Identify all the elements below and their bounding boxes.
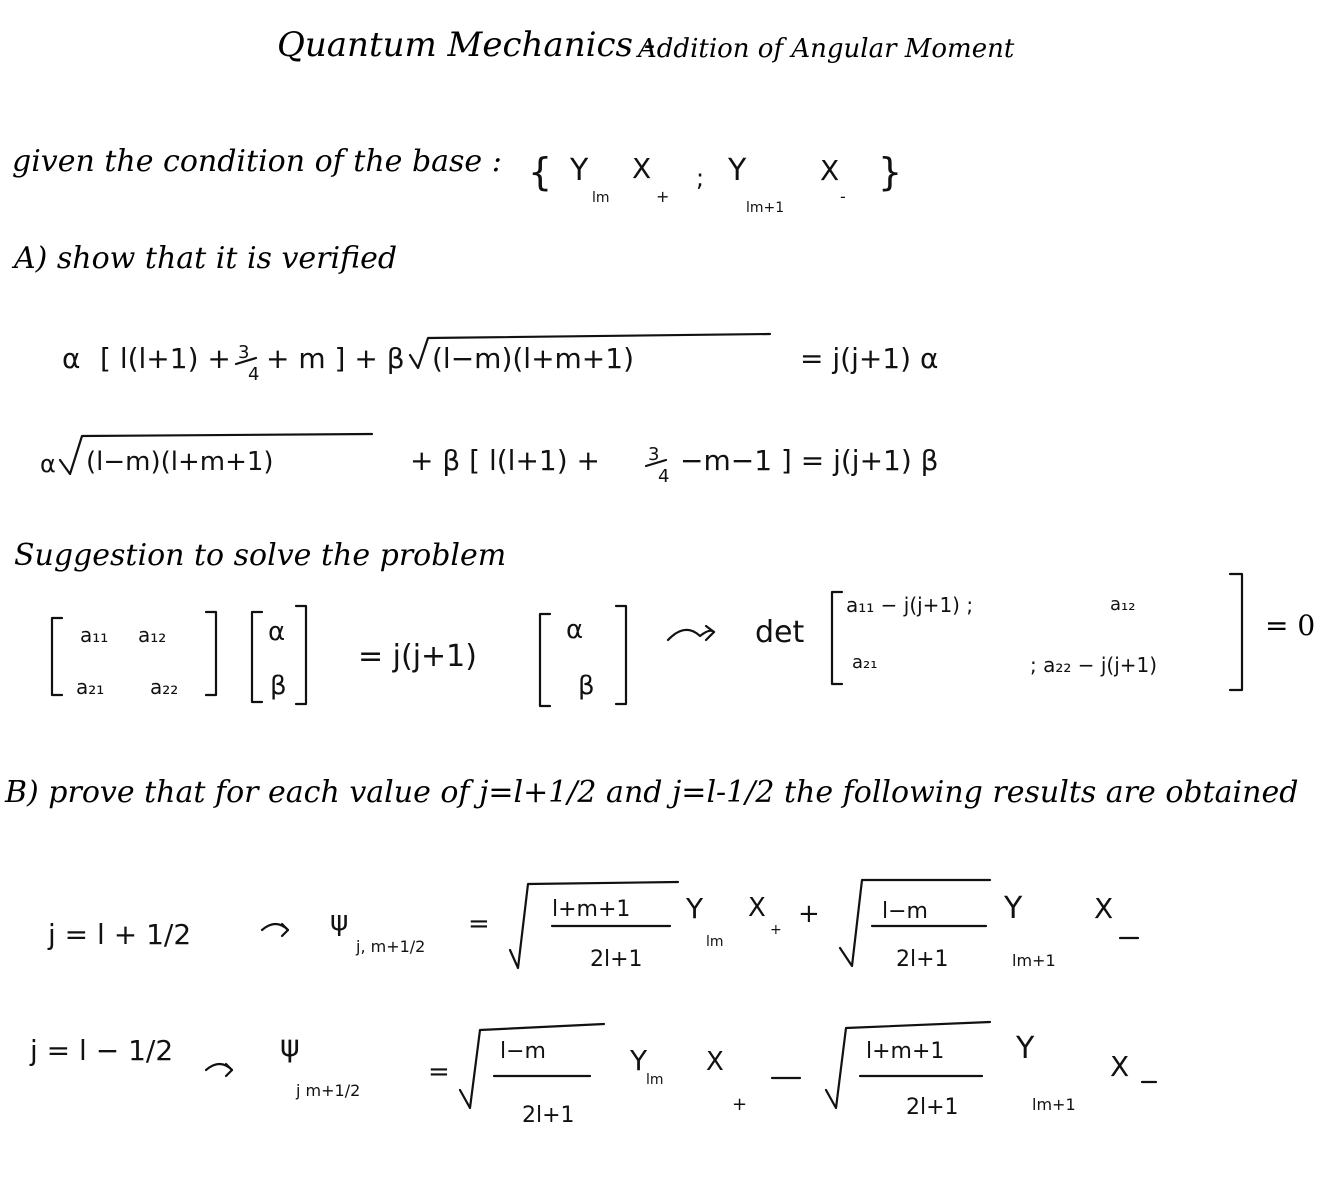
svg-text:a₂₁: a₂₁ <box>76 675 105 699</box>
svg-text:+: + <box>770 922 782 938</box>
svg-text:ψ: ψ <box>330 904 349 937</box>
svg-text:β: β <box>578 671 595 701</box>
svg-text:l−m: l−m <box>882 899 928 924</box>
svg-text:Y: Y <box>630 1044 648 1077</box>
svg-text:3: 3 <box>238 342 250 363</box>
svg-text:=: = <box>468 909 490 939</box>
svg-text:j m+1/2: j m+1/2 <box>296 1081 361 1100</box>
svg-text:a₂₁: a₂₁ <box>852 652 878 673</box>
svg-text:+: + <box>732 1094 748 1115</box>
svg-text:a₁₁: a₁₁ <box>80 623 109 647</box>
svg-text:l−m: l−m <box>500 1039 546 1064</box>
svg-text:4: 4 <box>658 466 670 487</box>
svg-text:2l+1: 2l+1 <box>906 1095 959 1120</box>
svg-text:lm: lm <box>592 190 610 206</box>
svg-text:2l+1: 2l+1 <box>590 947 643 972</box>
svg-text:l+m+1: l+m+1 <box>866 1039 945 1064</box>
svg-text:; a₂₂ − j(j+1): ; a₂₂ − j(j+1) <box>1030 653 1158 677</box>
svg-text:=: = <box>428 1057 450 1087</box>
svg-text:+ β [ l(l+1) +: + β [ l(l+1) + <box>410 444 600 477</box>
svg-text:2l+1: 2l+1 <box>522 1103 575 1128</box>
suggestion-heading: Suggestion to solve the problem <box>14 538 507 573</box>
svg-text:-: - <box>840 187 846 206</box>
svg-text:4: 4 <box>248 364 260 385</box>
part-b-heading: B) prove that for each value of j=l+1/2 and j=l-1/2 the following results are obtained <box>5 775 1299 810</box>
svg-text:(l−m)(l+m+1): (l−m)(l+m+1) <box>86 447 274 477</box>
svg-text:+: + <box>798 899 820 929</box>
handwritten-matrix-equation <box>52 606 626 706</box>
equals-zero: = 0 <box>1265 609 1316 642</box>
svg-text:j, m+1/2: j, m+1/2 <box>356 937 426 956</box>
svg-text:Y: Y <box>686 892 704 925</box>
handwritten-result-2 <box>29 1022 1156 1128</box>
svg-text:α: α <box>62 342 81 375</box>
svg-text:= j(j+1) α: = j(j+1) α <box>800 342 939 375</box>
page-subtitle: Addition of Angular Moment <box>638 34 1015 64</box>
svg-text:X: X <box>1110 1050 1130 1083</box>
svg-text:α: α <box>40 450 56 478</box>
given-condition-label: given the condition of the base : <box>12 144 502 179</box>
svg-text:α: α <box>566 615 584 645</box>
svg-text:a₁₂: a₁₂ <box>1110 594 1136 615</box>
svg-text:det: det <box>755 615 805 650</box>
svg-text:+ m ] + β: + m ] + β <box>266 342 405 375</box>
svg-text:Y: Y <box>1004 891 1023 926</box>
svg-text:−m−1 ] = j(j+1) β: −m−1 ] = j(j+1) β <box>680 444 939 477</box>
svg-text:[ l(l+1) +: [ l(l+1) + <box>100 342 231 375</box>
svg-text:j = l − 1/2: j = l − 1/2 <box>30 1034 174 1067</box>
svg-text:a₁₂: a₁₂ <box>138 623 167 647</box>
svg-text:+: + <box>656 187 670 206</box>
svg-text:lm: lm <box>706 934 724 950</box>
svg-text:(l−m)(l+m+1): (l−m)(l+m+1) <box>432 342 635 375</box>
page-title: Quantum Mechanics - <box>277 25 656 65</box>
handwritten-determinant <box>668 574 1242 690</box>
svg-text:X: X <box>820 154 840 187</box>
handwritten-equation-1 <box>62 334 938 385</box>
handwritten-result-1 <box>47 880 1138 972</box>
svg-text:;: ; <box>696 164 705 192</box>
svg-text:lm+1: lm+1 <box>1032 1095 1076 1114</box>
handwritten-equation-2 <box>40 434 939 487</box>
svg-text:X: X <box>632 152 652 185</box>
handwritten-basis <box>528 150 902 216</box>
svg-text:α: α <box>268 617 286 647</box>
svg-text:j = l + 1/2: j = l + 1/2 <box>48 918 192 951</box>
svg-text:X: X <box>748 893 766 923</box>
svg-text:ψ: ψ <box>280 1029 300 1064</box>
part-a-heading: A) show that it is verified <box>14 241 398 276</box>
svg-text:= j(j+1): = j(j+1) <box>358 639 477 674</box>
svg-text:Y: Y <box>1016 1031 1035 1066</box>
svg-text:l+m+1: l+m+1 <box>552 897 631 922</box>
svg-text:a₂₂: a₂₂ <box>150 675 179 699</box>
svg-text:lm+1: lm+1 <box>746 200 785 216</box>
svg-text:3: 3 <box>648 444 660 465</box>
svg-text:{: { <box>528 150 553 194</box>
svg-text:X: X <box>706 1047 724 1077</box>
svg-text:Y: Y <box>570 153 589 188</box>
svg-text:X: X <box>1094 892 1114 925</box>
svg-text:2l+1: 2l+1 <box>896 947 949 972</box>
svg-text:lm+1: lm+1 <box>1012 951 1056 970</box>
svg-text:lm: lm <box>646 1072 664 1088</box>
svg-text:Y: Y <box>728 153 747 188</box>
svg-text:β: β <box>270 671 287 701</box>
svg-text:a₁₁ − j(j+1) ;: a₁₁ − j(j+1) ; <box>846 593 974 617</box>
svg-text:}: } <box>878 150 903 194</box>
